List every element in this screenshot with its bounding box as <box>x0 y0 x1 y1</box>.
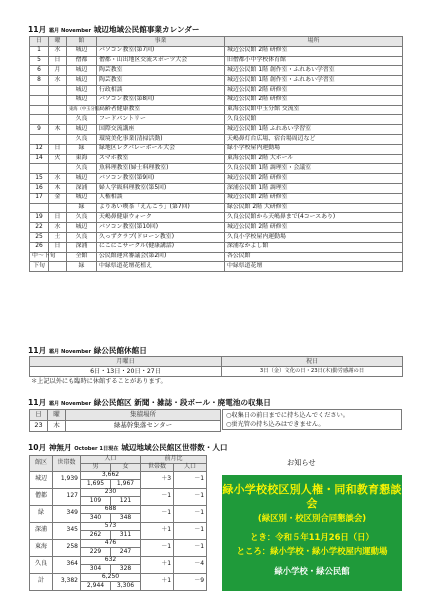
cell-day: 下旬 <box>30 262 49 272</box>
cell-day: 22 <box>30 223 49 233</box>
cell-day <box>30 105 49 115</box>
households-count: 364 <box>53 556 81 573</box>
calendar-row <box>30 95 403 105</box>
cell-place: 緑公民館 2階 大研修室 <box>225 203 403 213</box>
cell-weekday <box>49 203 67 213</box>
cell-day: 25 <box>30 232 49 242</box>
cell-weekday: 水 <box>49 174 67 184</box>
cell-weekday <box>49 164 67 174</box>
cell-day: 14 <box>30 154 49 164</box>
calendar-row <box>30 144 403 154</box>
cell-day: 19 <box>30 213 49 223</box>
cell-day: 16 <box>30 183 49 193</box>
notice-line-1: 緑小学校校区別人権・同和教育懇談会 <box>222 483 402 510</box>
population-total: 3,662 <box>81 471 141 480</box>
header-change-households: 世帯数 <box>141 464 174 472</box>
cell-hall: 僧都 <box>67 56 97 66</box>
cell-event: 環境美化事業(清掃活動) <box>97 134 225 144</box>
cell-event: 魚料理教室(婦士料理教室) <box>97 164 225 174</box>
cell-hall: 久良 <box>67 115 97 125</box>
notice-line-4: ところ：緑小学校・緑小学校屋内運動場 <box>236 546 388 556</box>
population-male: 109 <box>81 497 111 506</box>
cell-place: 城辺公民館 2階 研修室 <box>225 223 403 233</box>
cell-weekday: 火 <box>49 154 67 164</box>
cell-place: 深浦公民館 1階 調理室 <box>225 183 403 193</box>
header-coll-place: 集積場所 <box>66 410 221 421</box>
calendar-row <box>30 105 403 115</box>
population-total: 632 <box>81 556 141 565</box>
notice-heading: お知らせ <box>287 458 316 467</box>
calendar-row <box>30 46 403 56</box>
households-count: 349 <box>53 505 81 522</box>
header-female: 女 <box>111 464 141 472</box>
cell-day <box>30 115 49 125</box>
cell-hall: 緑 <box>67 262 97 272</box>
cell-hall: 東海（中玉分館） <box>67 105 97 115</box>
collection-notes <box>222 409 402 430</box>
cell-place: 城辺公民館 2階 研修室 <box>225 174 403 184</box>
calendar-row <box>30 56 403 66</box>
cell-place: 東海公民館中玉分館 交流室 <box>225 105 403 115</box>
cell-weekday <box>49 95 67 105</box>
cell-hall: 久良 <box>67 134 97 144</box>
cell-weekday: 日 <box>49 242 67 252</box>
collection-note-2: ○蛍光管の持ち込みはできません。 <box>226 421 325 428</box>
households-count: 3,382 <box>53 573 81 590</box>
calendar-row <box>30 164 403 174</box>
households-change: ＋1 <box>141 573 174 590</box>
header-hall: 館 <box>67 37 97 47</box>
calendar-row <box>30 232 403 242</box>
cell-event: パソコン教室(第9回) <box>97 174 225 184</box>
cell-hall: 東海 <box>67 154 97 164</box>
district-name: 緑 <box>30 505 53 522</box>
cell-hall: 城辺 <box>67 85 97 95</box>
district-name: 僧都 <box>30 488 53 505</box>
cell-day <box>30 85 49 95</box>
district-name: 深浦 <box>30 522 53 539</box>
district-name: 城辺 <box>30 471 53 488</box>
header-weekday: 曜 <box>49 37 67 47</box>
monday-dates: 6日・13日・20日・27日 <box>30 367 222 377</box>
cell-event: 人権相談 <box>97 193 225 203</box>
calendar-row <box>30 252 403 262</box>
cell-hall: 城辺 <box>67 125 97 135</box>
cell-event: 天嶋鼻健康ウォーク <box>97 213 225 223</box>
cell-place: 城辺公民館 2階 研修室 <box>225 95 403 105</box>
population-change: －9 <box>174 573 207 590</box>
cell-place: 城辺公民館 2階 研修室 <box>225 193 403 203</box>
cell-hall: 久良 <box>67 164 97 174</box>
coll-day: 23 <box>30 421 48 432</box>
cell-event: 緑地区レクバレーボール大会 <box>97 144 225 154</box>
population-row <box>30 556 207 565</box>
population-title: 10月 神無月 October 1日現在 城辺地域公民館区世帯数・人口 <box>28 443 228 452</box>
cell-hall: 緑 <box>67 144 97 154</box>
notice-line-3: とき：令和５年11月26日（日） <box>250 532 374 542</box>
population-female: 328 <box>111 565 141 574</box>
cell-hall: 城辺 <box>67 76 97 86</box>
cell-day: 26 <box>30 242 49 252</box>
households-change: －1 <box>141 539 174 556</box>
cell-day: 12 <box>30 144 49 154</box>
cell-day: 15 <box>30 174 49 184</box>
cell-hall: 緑 <box>67 203 97 213</box>
cell-weekday: 金 <box>49 193 67 203</box>
cell-place: 城辺公民館 1階 創作室・ふれあい学習室 <box>225 76 403 86</box>
header-event: 事業 <box>97 37 225 47</box>
population-female: 247 <box>111 548 141 557</box>
header-holiday: 祝日 <box>222 357 403 367</box>
cell-hall: 全館 <box>67 252 97 262</box>
notice-poster <box>222 475 402 591</box>
population-change: －1 <box>174 505 207 522</box>
cell-weekday: 日 <box>49 56 67 66</box>
calendar-header-row <box>30 37 403 47</box>
cell-event: よりあい喫茶「えんこう」(第7回) <box>97 203 225 213</box>
population-total: 230 <box>81 488 141 497</box>
cell-event: 陶芸教室 <box>97 66 225 76</box>
population-female: 348 <box>111 514 141 523</box>
population-change: －1 <box>174 539 207 556</box>
cell-event: パソコン教室(第7回) <box>97 46 225 56</box>
calendar-row <box>30 242 403 252</box>
calendar-row <box>30 154 403 164</box>
households-count: 127 <box>53 488 81 505</box>
households-change: ＋1 <box>141 522 174 539</box>
cell-event: 陶芸教室 <box>97 76 225 86</box>
population-female: 1,967 <box>111 480 141 489</box>
cell-event: 中緑県道花壇花植え <box>97 262 225 272</box>
district-name: 久良 <box>30 556 53 573</box>
cell-hall: 城辺 <box>67 95 97 105</box>
cell-place: 久良公民館から天嶋鼻まで(4コースあり) <box>225 213 403 223</box>
cell-weekday: 木 <box>49 183 67 193</box>
cell-place: 久良小学校屋内運動場 <box>225 232 403 242</box>
population-row <box>30 539 207 548</box>
holiday-dates: 3日（金）文化の日・23日(木)勤労感謝の日 <box>222 367 403 377</box>
calendar-row <box>30 183 403 193</box>
header-monday: 月曜日 <box>30 357 222 367</box>
cell-place: 緑小学校屋内運動場 <box>225 144 403 154</box>
cell-weekday: 水 <box>49 223 67 233</box>
cell-hall: 久良 <box>67 232 97 242</box>
population-total: 573 <box>81 522 141 531</box>
cell-day <box>30 95 49 105</box>
cell-hall: 城辺 <box>67 46 97 56</box>
cell-weekday: 土 <box>49 232 67 242</box>
header-district: 館区 <box>30 456 53 472</box>
cell-weekday: 日 <box>49 144 67 154</box>
cell-day: 5 <box>30 56 49 66</box>
notice-line-5: 緑小学校・緑公民館 <box>274 566 350 576</box>
cell-hall: 城辺 <box>67 174 97 184</box>
cell-event: 婦人学級料理教室(第5回) <box>97 183 225 193</box>
cell-place: 城辺公民館 1階 ふれあい学習室 <box>225 125 403 135</box>
population-female: 3,306 <box>111 582 141 591</box>
calendar-row <box>30 125 403 135</box>
cell-day: 6 <box>30 66 49 76</box>
cell-place: 各公民館 <box>225 252 403 262</box>
cell-hall: 久良 <box>67 213 97 223</box>
cell-event: 久っずクラブ(ドローン教室) <box>97 232 225 242</box>
cell-day <box>30 134 49 144</box>
households-count: 258 <box>53 539 81 556</box>
header-population: 人口 <box>81 456 141 464</box>
header-coll-weekday: 曜 <box>48 410 66 421</box>
header-change-population: 人口 <box>174 464 207 472</box>
cell-weekday <box>49 85 67 95</box>
district-name: 計 <box>30 573 53 590</box>
population-change: －1 <box>174 522 207 539</box>
coll-place: 緑基幹集落センター <box>66 421 221 432</box>
households-count: 345 <box>53 522 81 539</box>
cell-place: 城辺公民館 2階 研修室 <box>225 85 403 95</box>
cell-hall: 城辺 <box>67 66 97 76</box>
population-male: 340 <box>81 514 111 523</box>
cell-weekday: 日 <box>49 213 67 223</box>
population-row <box>30 471 207 480</box>
cell-weekday: 木 <box>49 125 67 135</box>
population-row <box>30 573 207 582</box>
calendar-row <box>30 66 403 76</box>
calendar-row <box>30 213 403 223</box>
header-change: 前月比 <box>141 456 207 464</box>
cell-hall: 城辺 <box>67 223 97 233</box>
population-total: 6,250 <box>81 573 141 582</box>
population-male: 1,695 <box>81 480 111 489</box>
cell-place: 天嶋鼻灯台広場、宿台場周辺など <box>225 134 403 144</box>
collection-note-1: ○収集日の前日までに持ち込んでください。 <box>226 412 349 419</box>
cell-weekday <box>49 115 67 125</box>
cell-hall: 深浦 <box>67 183 97 193</box>
coll-weekday: 木 <box>48 421 66 432</box>
population-change: －1 <box>174 471 207 488</box>
cell-event: 行政相談 <box>97 85 225 95</box>
population-change: －4 <box>174 556 207 573</box>
header-male: 男 <box>81 464 111 472</box>
population-male: 229 <box>81 548 111 557</box>
calendar-row <box>30 174 403 184</box>
closed-days-title: 11月 霜月 November 緑公民館休館日 <box>28 346 147 355</box>
calendar-title: 11月 霜月 November 城辺地域公民館事業カレンダー <box>28 25 200 34</box>
cell-place: 中緑県道花壇 <box>225 262 403 272</box>
header-coll-day: 日 <box>30 410 48 421</box>
cell-event: 高齢者健康教室 <box>97 105 225 115</box>
calendar-row <box>30 262 403 272</box>
population-female: 311 <box>111 531 141 540</box>
population-row <box>30 505 207 514</box>
calendar-row <box>30 193 403 203</box>
header-day: 日 <box>30 37 49 47</box>
district-name: 東海 <box>30 539 53 556</box>
cell-day <box>30 203 49 213</box>
calendar-row <box>30 115 403 125</box>
households-change: －1 <box>141 505 174 522</box>
cell-event: 公民館運営審議会(第2回) <box>97 252 225 262</box>
collection-title: 11月 霜月 November 緑公民館区 新聞・雑誌・段ボール・廃電池の収集日 <box>28 398 271 407</box>
cell-event: パソコン教室(第10回) <box>97 223 225 233</box>
cell-weekday: 月 <box>49 66 67 76</box>
cell-place: 城辺公民館 2階 研修室 <box>225 46 403 56</box>
cell-event: パソコン教室(第8回) <box>97 95 225 105</box>
cell-place: 東海公民館 2階 大ホール <box>225 154 403 164</box>
cell-place: 久良公民館 1階 調理室・会議室 <box>225 164 403 174</box>
households-change: ＋1 <box>141 556 174 573</box>
cell-place: 深浦なかよし館 <box>225 242 403 252</box>
population-table <box>29 455 207 591</box>
cell-place: 城辺公民館 1階 創作室・ふれあい学習室 <box>225 66 403 76</box>
cell-place: 久良公民館 <box>225 115 403 125</box>
notice-line-2: (緑区別・校区別合同懇談会) <box>257 513 367 523</box>
households-change: －1 <box>141 488 174 505</box>
cell-weekday: 水 <box>49 76 67 86</box>
population-female: 121 <box>111 497 141 506</box>
cell-event: 国際交流講座 <box>97 125 225 135</box>
cell-event: にこにこサークル(健康講話) <box>97 242 225 252</box>
cell-event: フードパントリー <box>97 115 225 125</box>
cell-weekday <box>49 105 67 115</box>
calendar-row <box>30 76 403 86</box>
calendar-row <box>30 85 403 95</box>
cell-day: 1 <box>30 46 49 56</box>
cell-day: 中～下旬 <box>30 252 49 262</box>
cell-weekday: 水 <box>49 46 67 56</box>
population-change: －1 <box>174 488 207 505</box>
population-total: 688 <box>81 505 141 514</box>
header-households: 世帯数 <box>53 456 81 472</box>
calendar-row <box>30 223 403 233</box>
collection-table <box>29 409 221 432</box>
households-count: 1,939 <box>53 471 81 488</box>
header-place: 場所 <box>225 37 403 47</box>
cell-weekday <box>49 134 67 144</box>
cell-weekday <box>49 262 67 272</box>
event-calendar-table <box>29 36 403 272</box>
cell-event: 僧都・山出地区交流スポーツ大会 <box>97 56 225 66</box>
cell-event: スマホ教室 <box>97 154 225 164</box>
cell-day <box>30 164 49 174</box>
cell-hall: 城辺 <box>67 193 97 203</box>
cell-place: 旧僧都小中学校体育館 <box>225 56 403 66</box>
households-change: ＋3 <box>141 471 174 488</box>
closed-days-table <box>29 356 403 377</box>
population-total: 476 <box>81 539 141 548</box>
population-row <box>30 488 207 497</box>
cell-day: 9 <box>30 125 49 135</box>
population-male: 262 <box>81 531 111 540</box>
population-male: 304 <box>81 565 111 574</box>
closed-note: ＊上記以外にも臨時に休館することがあります。 <box>31 378 167 385</box>
calendar-row <box>30 134 403 144</box>
population-male: 2,944 <box>81 582 111 591</box>
cell-hall: 深浦 <box>67 242 97 252</box>
calendar-row <box>30 203 403 213</box>
cell-day: 17 <box>30 193 49 203</box>
cell-day: 8 <box>30 76 49 86</box>
population-row <box>30 522 207 531</box>
